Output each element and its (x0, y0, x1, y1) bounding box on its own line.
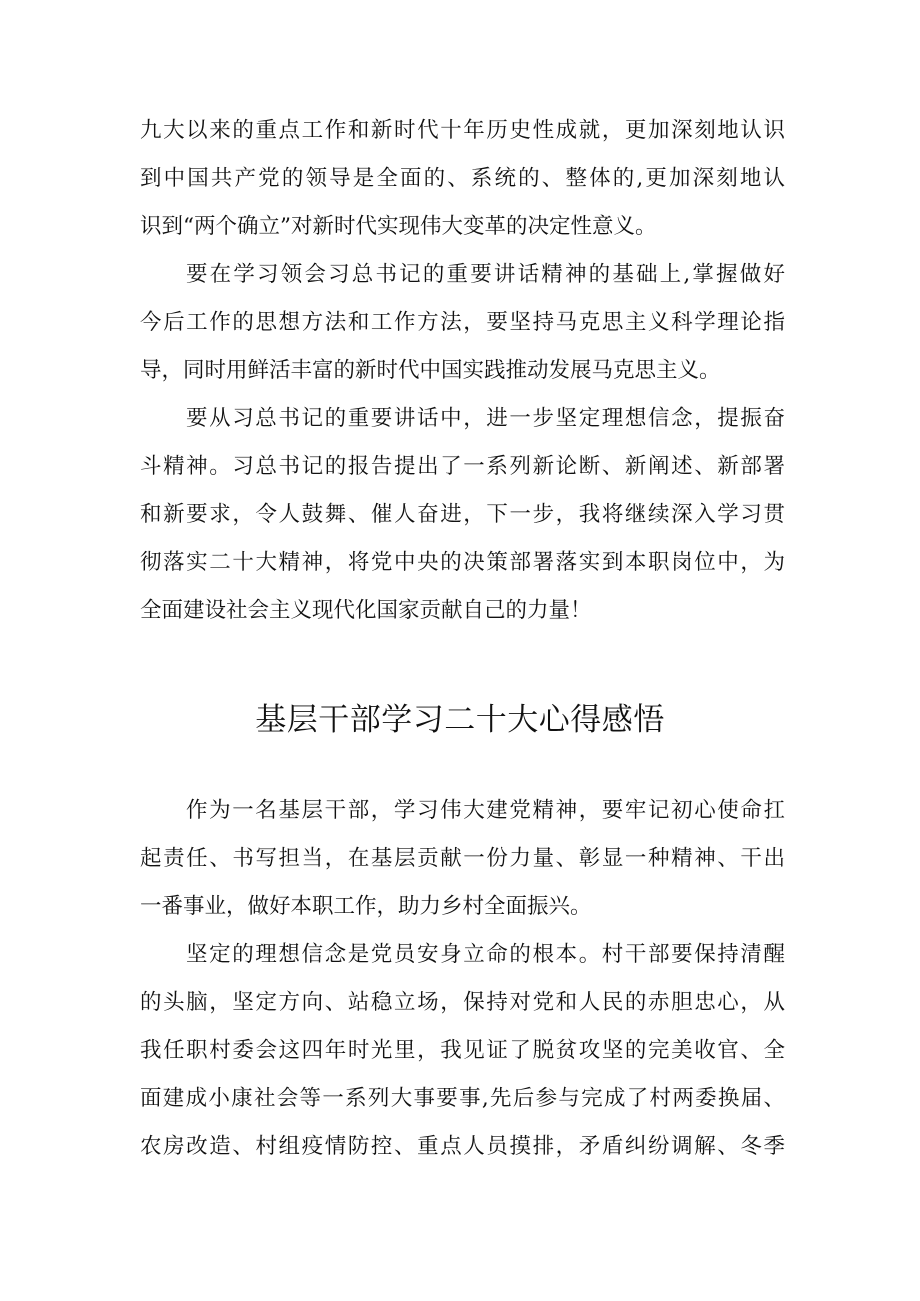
text-line: 和新要求，令人鼓舞、催人奋进，下一步，我将继续深入学习贯 (140, 502, 785, 527)
text-line: 彻落实二十大精神，将党中央的决策部署落实到本职岗位中，为 (140, 550, 785, 575)
text-line: 斗精神。习总书记的报告提出了一系列新论断、新阐述、新部署 (140, 454, 785, 479)
text-line: 一番事业，做好本职工作，助力乡村全面振兴。 (140, 894, 592, 919)
text-line: 识到“两个确立”对新时代实现伟大变革的决定性意义。 (140, 214, 657, 239)
text-line: 坚定的理想信念是党员安身立命的根本。村干部要保持清醒 (186, 942, 785, 967)
text-line: 全面建设社会主义现代化国家贡献自己的力量！ (140, 598, 592, 623)
text-line: 的头脑，坚定方向、站稳立场，保持对党和人民的赤胆忠心，从 (140, 990, 785, 1015)
text-line: 我任职村委会这四年时光里，我见证了脱贫攻坚的完美收官、全 (140, 1038, 785, 1063)
text-line: 导，同时用鲜活丰富的新时代中国实践推动发展马克思主义。 (140, 358, 721, 383)
text-line: 面建成小康社会等一系列大事要事,先后参与完成了村两委换届、 (140, 1086, 785, 1111)
text-line: 要从习总书记的重要讲话中，进一步坚定理想信念，提振奋 (186, 406, 785, 431)
text-line: 到中国共产党的领导是全面的、系统的、整体的,更加深刻地认 (140, 166, 785, 191)
text-line: 作为一名基层干部，学习伟大建党精神，要牢记初心使命扛 (186, 798, 785, 823)
text-line: 起责任、书写担当，在基层贡献一份力量、彰显一种精神、干出 (140, 846, 785, 871)
text-line: 今后工作的思想方法和工作方法，要坚持马克思主义科学理论指 (140, 310, 785, 335)
article-title: 基层干部学习二十大心得感悟 (255, 702, 665, 738)
text-line: 要在学习领会习总书记的重要讲话精神的基础上,掌握做好 (186, 262, 785, 287)
text-line: 九大以来的重点工作和新时代十年历史性成就，更加深刻地认识 (140, 118, 785, 143)
text-line: 农房改造、村组疫情防控、重点人员摸排，矛盾纠纷调解、冬季 (140, 1134, 785, 1159)
